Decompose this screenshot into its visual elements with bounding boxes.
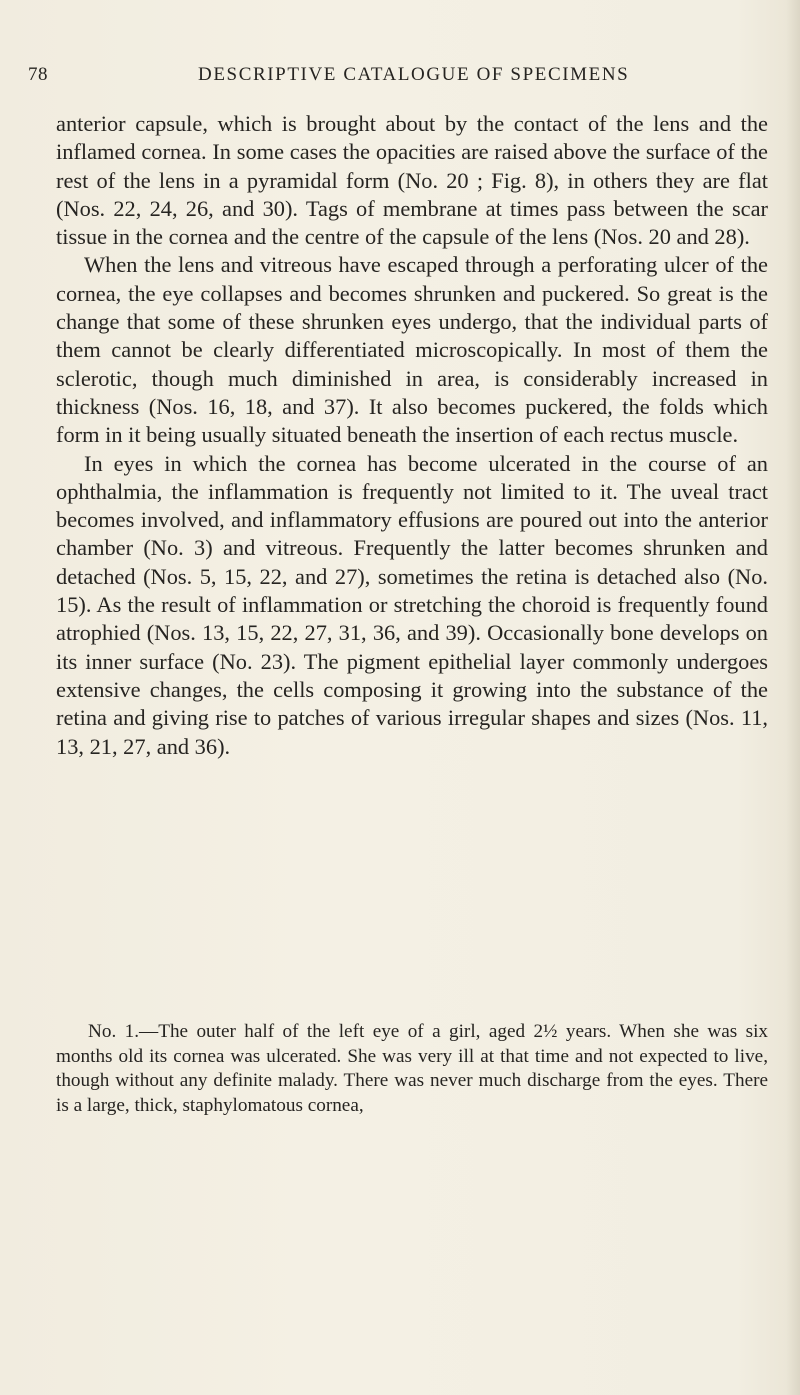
page-number: 78 bbox=[28, 64, 48, 85]
running-head: DESCRIPTIVE CATALOGUE OF SPECIMENS bbox=[198, 64, 630, 85]
body-text bbox=[56, 110, 768, 761]
specimen-entry: No. 1.—The outer half of the left eye of a girl, aged 2½ years. When she was six months old its cornea was ulcerated. She was very ill at that time and not expected to live, though without any definite malady. There was never much discharge from the eyes. There is a large, thick, staphylomatous cornea, bbox=[56, 1021, 768, 1116]
page-edge-shadow bbox=[786, 0, 800, 1395]
page-header bbox=[28, 64, 768, 94]
paragraph: In eyes in which the cornea has become ulcerated in the course of an ophthalmia, the inflammation is frequently not limited to it. The uveal tract becomes involved, and inflammatory effusions are poured out into the anterior chamber (No. 3) and vitreous. Frequently the latter becomes shrunken and detached (Nos. 5, 15, 22, and 27), sometimes the retina is detached also (No. 15). As the result of inflammation or stretching the choroid is frequently found atrophied (Nos. 13, 15, 22, 27, 31, 36, and 39). Occasionally bone develops on its inner surface (No. 23). The pigment epithelial layer commonly undergoes extensive changes, the cells composing it growing into the substance of the retina and giving rise to patches of various irregular shapes and sizes (Nos. 11, 13, 21, 27, and 36). bbox=[56, 450, 768, 759]
paragraph: When the lens and vitreous have escaped through a perforating ulcer of the cornea, the eye collapses and becomes shrunken and puckered. So great is the change that some of these shrunken eyes undergo, that the individual parts of them cannot be clearly differentiated microscopically. In most of them the sclerotic, though much diminished in area, is considerably increased in thickness (Nos. 16, 18, and 37). It also becomes puckered, the folds which form in it being usually situated beneath the insertion of each rectus muscle. bbox=[56, 252, 768, 448]
paragraph-continuation: anterior capsule, which is brought about by the contact of the lens and the inflamed cornea. In some cases the opacities are raised above the surface of the rest of the lens in a pyramidal form (No. 20 ; Fig. 8), in others they are flat (Nos. 22, 24, 26, and 30). Tags of membrane at times pass between the scar tissue in the cornea and the centre of the capsule of the lens (Nos. 20 and 28). bbox=[56, 111, 768, 250]
